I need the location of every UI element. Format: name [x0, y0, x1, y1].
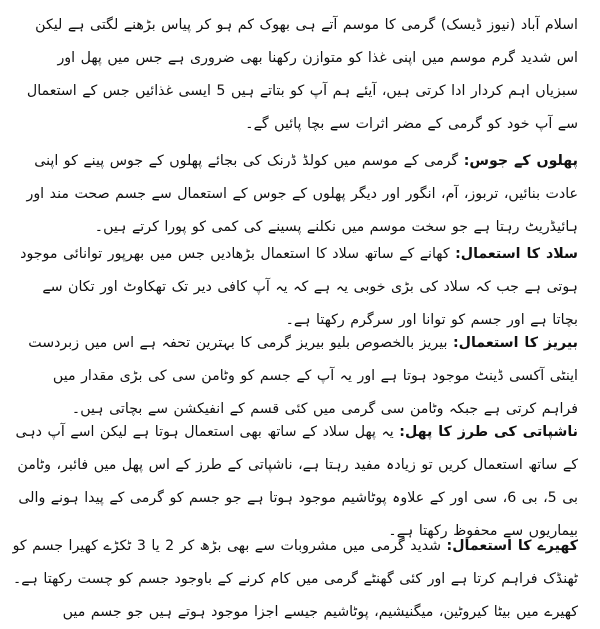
paragraph-heading: ناشپاتی کی طرز کا پھل: [399, 424, 578, 440]
paragraph-salad [12, 238, 578, 337]
paragraph-pear-fruit [12, 416, 578, 548]
paragraph-text: شدید گرمی میں مشروبات سے بھی بڑھ کر 2 یا 3 ٹکڑے کھیرا جسم کو ٹھنڈک فراہم کرتا ہے اور کئی گھنٹے گرمی میں کام کرنے کے باوجود جسم کو چست رکھتا ہے۔ کھیرے میں بیٹا کیروٹین، میگنیشیم، پوٹاشیم جیسے اجزا موجود ہوتے ہیں جو جسم میں [12, 538, 578, 620]
paragraph-cucumber [12, 530, 578, 629]
paragraph-heading: کھیرے کا استعمال: [446, 538, 578, 554]
paragraph-fruit-juice [12, 145, 578, 244]
paragraph-heading: سلاد کا استعمال: [455, 246, 578, 262]
paragraph-text: کھانے کے ساتھ سلاد کا استعمال بڑھادیں جس میں بھرپور توانائی موجود ہوتی ہے جب کہ سلاد کی بڑی خوبی یہ ہے کہ یہ آپ کافی دیر تک تھکاوٹ اور تکان سے بچاتا ہے اور جسم کو توانا اور سرگرم رکھتا ہے۔ [20, 246, 578, 328]
paragraph-heading: پھلوں کے جوس: [463, 153, 578, 169]
paragraph-berries [12, 327, 578, 426]
paragraph-text: گرمی کے موسم میں کولڈ ڈرنک کی بجائے پھلوں کے جوس پینے کو اپنی عادت بنائیں، تربوز، آم، انگور اور دیگر پھلوں کے جوس کے استعمال سے جسم صحت مند اور ہائیڈریٹ رہتا ہے جو سخت موسم میں نکلنے پسینے کی کمی کو پورا کرتے ہیں۔ [26, 153, 578, 235]
paragraph-text: بیریز بالخصوص بلیو بیریز گرمی کا بہترین تحفہ ہے اس میں زبردست اینٹی آکسی ڈینٹ موجود ہوتا ہے اور یہ آپ کے جسم کو وٹامن سی کی بڑی مقدار میں فراہم کرتی ہے جبکہ وٹامن سی گرمی میں کئی قسم کے انفیکشن سے بچاتی ہیں۔ [28, 335, 578, 417]
paragraph-heading: بیریز کا استعمال: [453, 335, 578, 351]
paragraph-text: اسلام آباد (نیوز ڈیسک) گرمی کا موسم آتے ہی بھوک کم ہو کر پیاس بڑھنے لگتی ہے لیکن اس شدید گرم موسم میں اپنی غذا کو متوازن رکھنا بھی ضروری ہے جس میں پھل اور سبزیاں اہم کردار ادا کرتی ہیں، آیئے ہم آپ کو بتاتے ہیں 5 ایسی غذائیں جس کے استعمال سے آپ خود کو گرمی کے مضر اثرات سے بچا پائیں گے۔ [26, 17, 578, 132]
paragraph-text: یہ پھل سلاد کے ساتھ بھی استعمال ہوتا ہے لیکن اسے آپ دہی کے ساتھ استعمال کریں تو زیادہ مفید رہتا ہے، ناشپاتی کے طرز کے اس پھل میں فائبر، وٹامن بی 5، بی 6، سی اور کے علاوہ پوٹاشیم موجود ہوتا ہے جو جسم کو گرمی کے پیدا ہونے والی بیماریوں سے محفوظ رکھتا ہے۔ [15, 424, 578, 539]
paragraph-intro [12, 9, 578, 141]
